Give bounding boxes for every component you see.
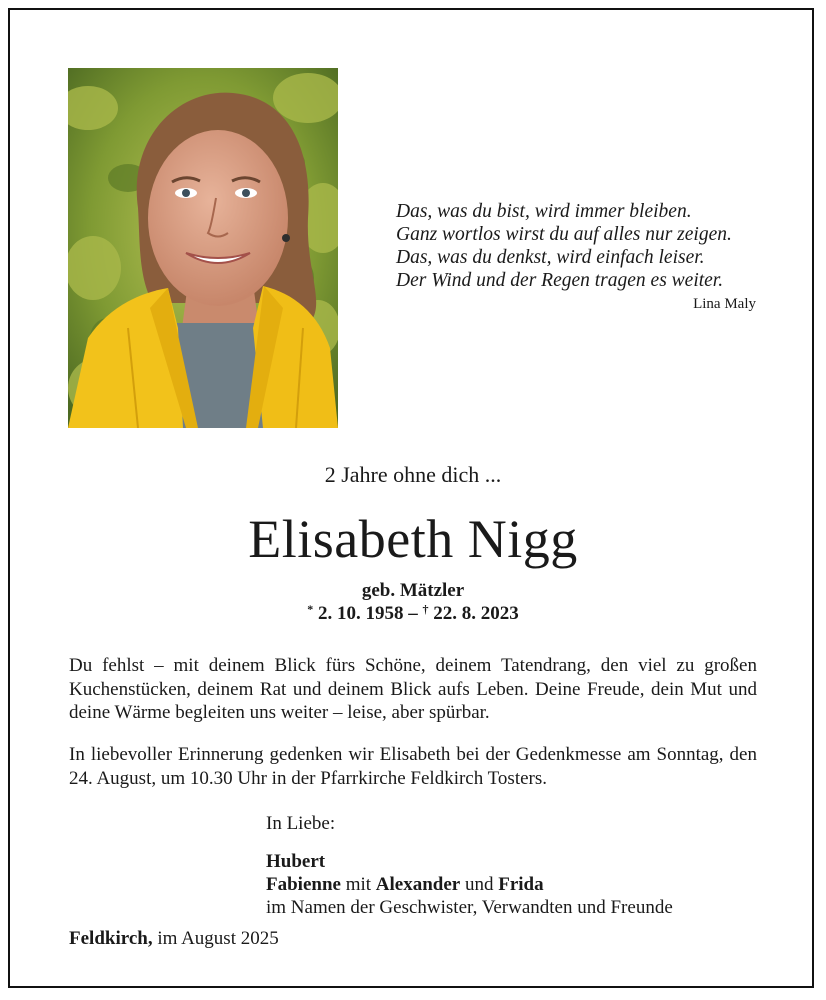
mourner-name: Frida: [498, 874, 544, 895]
poem-line: Ganz wortlos wirst du auf alles nur zeigen.: [396, 224, 732, 245]
date-separator: –: [408, 603, 418, 624]
signoff-row-1: [266, 850, 673, 873]
death-date: 22. 8. 2023: [433, 603, 519, 624]
poem-line: Das, was du bist, wird immer bleiben.: [396, 201, 692, 222]
death-symbol: †: [422, 602, 429, 616]
signoff-closing: im Namen der Geschwister, Verwandten und Freunde: [266, 897, 673, 918]
poem-author: Lina Maly: [693, 296, 756, 312]
poem-line: Das, was du denkst, wird einfach leiser.: [396, 247, 705, 268]
place-date-text: im August 2025: [157, 928, 279, 949]
poem-line: Der Wind und der Regen tragen es weiter.: [396, 270, 724, 291]
deceased-name: Elisabeth Nigg: [248, 509, 578, 569]
connector-word: mit: [345, 874, 372, 895]
intro-text: 2 Jahre ohne dich ...: [324, 462, 502, 487]
mourner-name: Hubert: [266, 851, 326, 872]
tribute-paragraph: Du fehlst – mit deinem Blick fürs Schöne, deinem Tatendrang, den viel zu großen Kuchenstücken, deinem Rat und deinem Blick aufs Leben. Deine Freude, dein Mut und deine Wärme begleiten uns weiter – leise, aber spürbar.: [69, 655, 757, 723]
place-date: [69, 928, 279, 950]
portrait-image: [68, 68, 338, 428]
birth-symbol: *: [307, 602, 314, 616]
mourner-name: Alexander: [375, 874, 461, 895]
place-town: Feldkirch,: [69, 928, 153, 949]
life-dates: [0, 602, 826, 625]
signoff-greeting: In Liebe:: [266, 813, 336, 834]
portrait-photo: [68, 68, 338, 428]
maiden-name: geb. Mätzler: [361, 580, 465, 601]
birth-date: 2. 10. 1958: [318, 603, 404, 624]
poem: [396, 200, 756, 292]
mourner-name: Fabienne: [266, 874, 341, 895]
connector-word: und: [464, 874, 494, 895]
signoff: [266, 812, 673, 919]
signoff-row-2: [266, 873, 673, 896]
memorial-service-paragraph: In liebevoller Erinnerung gedenken wir Elisabeth bei der Gedenkmesse am Sonntag, den 24. August, um 10.30 Uhr in der Pfarrkirche Feldkirch Tosters.: [69, 744, 757, 789]
